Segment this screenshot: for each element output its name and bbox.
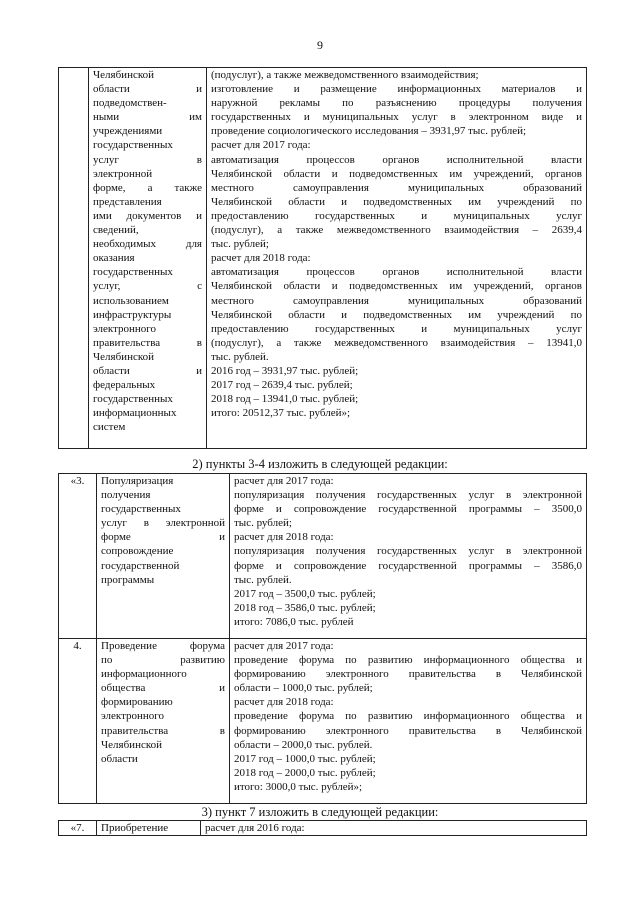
- text-line: электронного: [93, 322, 157, 335]
- text-line: проведение форума по развитию информационного общества и: [234, 710, 582, 723]
- text-line: 2018 год – 2000,0 тыс. рублей;: [234, 766, 376, 779]
- text-line: правительства в: [93, 336, 202, 349]
- text-line: области: [101, 752, 138, 765]
- text-line: государственных: [101, 503, 181, 516]
- text-line: программы: [101, 573, 155, 586]
- text-line: Проведение форума: [101, 640, 225, 652]
- text-line: формированию электронного правительства в Челябинской: [234, 724, 582, 737]
- text-line: Челябинской области и подведомственных им учреждений, органов: [211, 280, 582, 293]
- text-line: Челябинской: [93, 69, 155, 81]
- text-line: расчет для 2017 года:: [211, 139, 311, 152]
- text-line: популяризация получения государственных услуг в электронной: [234, 545, 582, 558]
- text-line: электронной: [93, 167, 153, 180]
- text-line: Челябинской области и подведомственных им учреждений по: [211, 195, 582, 208]
- text-line: общества и: [101, 682, 225, 695]
- text-line: итого: 7086,0 тыс. рублей: [234, 615, 354, 628]
- text-line: получения: [101, 489, 151, 502]
- text-line: проведение форума по развитию информационного общества и: [234, 654, 582, 667]
- text-line: расчет для 2018 года:: [234, 531, 334, 544]
- text-line: предоставлению государственных и муниципальных услуг: [211, 322, 582, 335]
- text-line: государственных: [93, 266, 173, 279]
- text-line: государственных: [93, 393, 173, 406]
- text-line: услуг в: [93, 153, 202, 166]
- text-line: 2018 год – 13941,0 тыс. рублей;: [211, 393, 359, 406]
- text-line: необходимых для: [93, 238, 202, 251]
- text-line: местного самоуправления муниципальных образований: [211, 294, 582, 307]
- program-table-continuation: [58, 67, 587, 449]
- text-line: 2017 год – 3500,0 тыс. рублей;: [234, 587, 376, 600]
- text-line: области – 1000,0 тыс. рублей;: [234, 682, 373, 695]
- text-line: наружной рекламы по разъяснению процедуры получения: [211, 97, 582, 110]
- text-line: расчет для 2018 года:: [234, 696, 334, 709]
- text-line: электронного: [101, 710, 165, 723]
- text-line: Челябинской: [101, 738, 163, 751]
- text-line: 2016 год – 3931,97 тыс. рублей;: [211, 364, 359, 377]
- text-line: формированию: [101, 696, 173, 709]
- number-cell: [59, 68, 89, 449]
- text-line: тыс. рублей.: [211, 350, 269, 363]
- text-line: ими документов и: [93, 209, 202, 222]
- text-line: Популяризация: [101, 475, 174, 487]
- text-line: ными им: [93, 111, 202, 124]
- text-line: расчет для 2017 года:: [234, 475, 334, 487]
- activity-name-cell: Приобретение: [97, 821, 201, 836]
- text-line: тыс. рублей.: [234, 573, 292, 586]
- calculation-cell: [230, 474, 587, 639]
- text-line: государственных: [93, 139, 173, 152]
- program-table-item-7: [58, 820, 587, 836]
- text-line: по развитию: [101, 654, 225, 667]
- text-line: формированию электронного правительства в Челябинской: [234, 668, 582, 681]
- text-line: тыс. рублей;: [234, 517, 292, 530]
- text-line: предоставлению государственных и муниципальных услуг: [211, 209, 582, 222]
- text-line: форме и сопровождение государственной программы – 3500,0: [234, 503, 582, 516]
- text-line: федеральных: [93, 379, 156, 392]
- text-line: государственных и муниципальных услуг в электронном виде и: [211, 111, 582, 124]
- text-line: информационного: [101, 668, 187, 681]
- table-row-item-4: [59, 639, 587, 804]
- text-line: итого: 3000,0 тыс. рублей»;: [234, 780, 363, 793]
- text-line: подведомствен-: [93, 97, 167, 110]
- text-line: услуг, с: [93, 280, 202, 293]
- item-number-cell: 4.: [59, 639, 97, 804]
- text-line: области и: [93, 364, 202, 377]
- text-line: правительства в: [101, 724, 225, 737]
- text-line: представления: [93, 195, 162, 208]
- activity-name-cell: [97, 474, 230, 639]
- text-line: оказания: [93, 252, 135, 265]
- text-line: государственной: [101, 559, 180, 572]
- text-line: 2017 год – 1000,0 тыс. рублей;: [234, 752, 376, 765]
- text-line: популяризация получения государственных услуг в электронной: [234, 489, 582, 502]
- text-line: итого: 20512,37 тыс. рублей»;: [211, 407, 351, 420]
- text-line: систем: [93, 421, 126, 434]
- activity-name-cell: [89, 68, 207, 449]
- text-line: использованием: [93, 294, 169, 307]
- text-line: местного самоуправления муниципальных образований: [211, 181, 582, 194]
- text-line: Челябинской области и подведомственных им учреждений по: [211, 308, 582, 321]
- text-line: автоматизация процессов органов исполнительной власти: [211, 153, 582, 166]
- calculation-cell: расчет для 2016 года:: [201, 821, 587, 836]
- text-line: услуг в электронной: [101, 517, 225, 530]
- text-line: расчет для 2018 года:: [211, 252, 311, 265]
- text-line: изготовление и размещение информационных материалов и: [211, 83, 582, 96]
- text-line: области – 2000,0 тыс. рублей.: [234, 738, 373, 751]
- calculation-cell: [230, 639, 587, 804]
- text-line: (подуслуг), а также межведомственного взаимодействия;: [211, 69, 479, 81]
- activity-name-cell: [97, 639, 230, 804]
- item-number-cell: «7.: [59, 821, 97, 836]
- page-number: 9: [317, 38, 323, 52]
- text-line: учреждениями: [93, 125, 163, 138]
- text-line: форме и: [101, 531, 225, 544]
- section-heading-items-3-4: 2) пункты 3-4 изложить в следующей редакции:: [192, 457, 448, 471]
- text-line: области и: [93, 83, 202, 96]
- text-line: форме и сопровождение государственной программы – 3586,0: [234, 559, 582, 572]
- program-table-items-3-4: [58, 473, 587, 804]
- calculation-cell: [207, 68, 587, 449]
- text-line: сведений,: [93, 224, 139, 237]
- text-line: сопровождение: [101, 545, 174, 558]
- text-line: инфраструктуры: [93, 308, 172, 321]
- text-line: Челябинской: [93, 350, 155, 363]
- text-line: Челябинской области и подведомственных им учреждений, органов: [211, 167, 582, 180]
- text-line: тыс. рублей;: [211, 238, 269, 251]
- text-line: проведение социологического исследования – 3931,97 тыс. рублей;: [211, 125, 527, 138]
- text-line: 2017 год – 2639,4 тыс. рублей;: [211, 379, 353, 392]
- text-line: 2018 год – 3586,0 тыс. рублей;: [234, 601, 376, 614]
- text-line: информационных: [93, 407, 177, 420]
- item-number-cell: «3.: [59, 474, 97, 639]
- text-line: форме, а также: [93, 181, 202, 194]
- text-line: (подуслуг), а также межведомственного взаимодействия – 2639,4: [211, 224, 582, 237]
- section-heading-item-7: 3) пункт 7 изложить в следующей редакции:: [201, 805, 439, 819]
- table-row-item-3: [59, 474, 587, 639]
- text-line: (подуслуг), а также межведомственного взаимодействия – 13941,0: [211, 336, 582, 349]
- text-line: автоматизация процессов органов исполнительной власти: [211, 266, 582, 279]
- text-line: расчет для 2017 года:: [234, 640, 334, 652]
